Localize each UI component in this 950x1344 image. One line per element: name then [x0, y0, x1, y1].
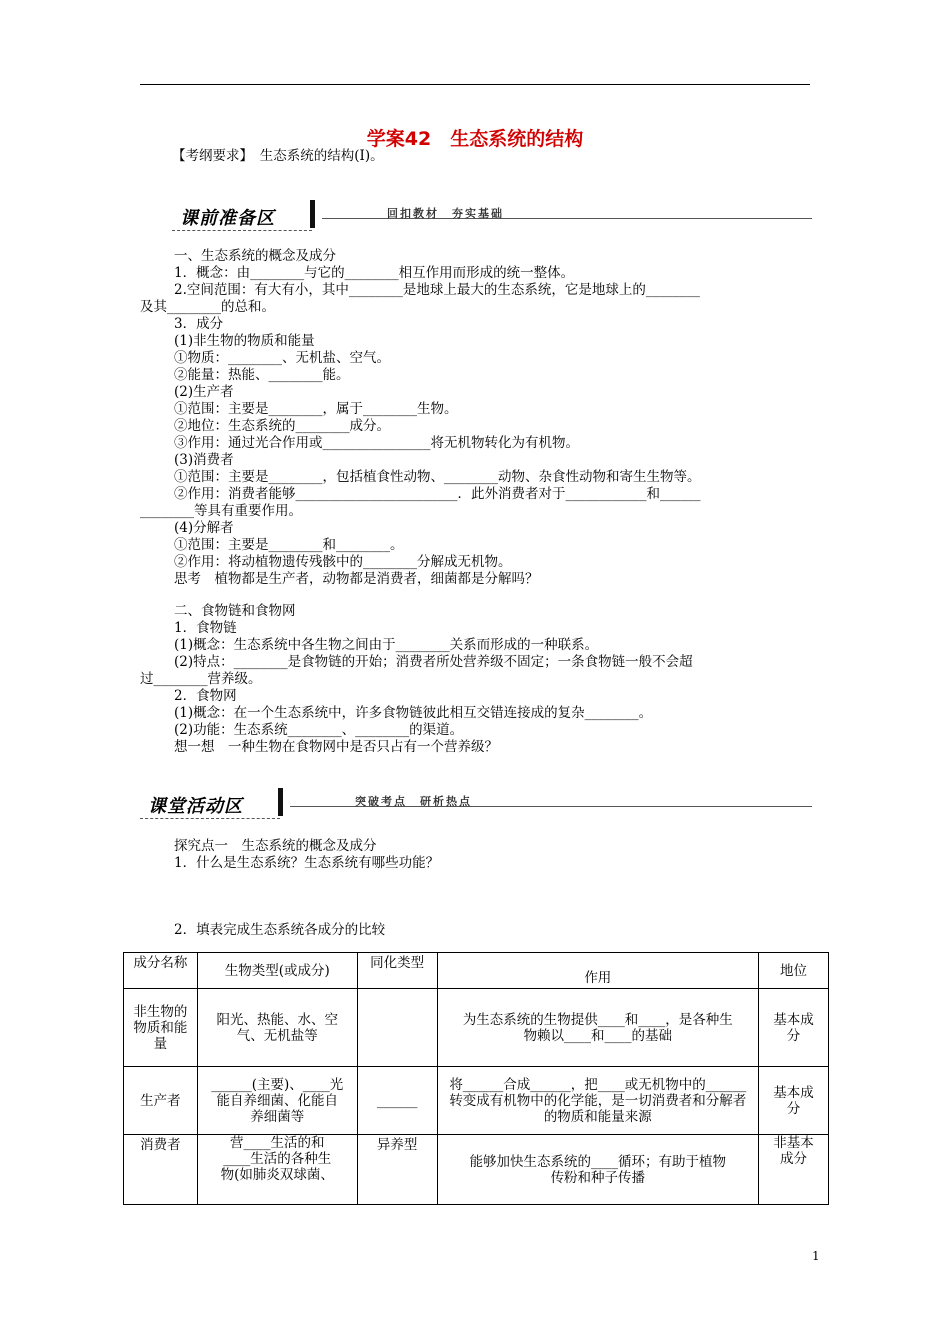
text-line: 1．食物链	[174, 620, 237, 636]
text-line: (2)功能：生态系统________、________的渠道。	[174, 722, 464, 738]
text-line: 1．概念：由________与它的________相互作用而形成的统一整体。	[174, 265, 575, 281]
section-banner-prep	[172, 198, 812, 234]
text-line: ________等具有重要作用。	[140, 503, 302, 519]
components-table	[123, 952, 829, 1205]
text-line: (4)分解者	[174, 520, 234, 536]
text-line: (1)概念：生态系统中各生物之间由于________关系而形成的一种联系。	[174, 637, 599, 653]
syllabus-requirement: 【考纲要求】 生态系统的结构(Ⅰ)。	[172, 148, 384, 164]
banner-title: 课堂活动区	[148, 796, 243, 817]
text-line: 1．什么是生态系统？生态系统有哪些功能？	[174, 855, 440, 871]
text-line: 3．成分	[174, 316, 224, 332]
table-cell: 阳光、热能、水、空气、无机盐等	[197, 989, 357, 1067]
banner-underline	[172, 230, 312, 231]
table-header: 同化类型	[357, 953, 437, 989]
text-line: 一、生态系统的概念及成分	[174, 248, 336, 264]
text-line: ②作用：将动植物遗传残骸中的________分解成无机物。	[174, 554, 512, 570]
text-line: ①范围：主要是________和________。	[174, 537, 404, 553]
text-line: ③作用：通过光合作用或________________将无机物转化为有机物。	[174, 435, 579, 451]
text-line: ②地位：生态系统的________成分。	[174, 418, 390, 434]
page-title: 学案42 生态系统的结构	[366, 128, 584, 150]
section-banner-class	[140, 786, 812, 822]
table-cell: 基本成分	[759, 1067, 829, 1135]
table-row	[124, 989, 829, 1067]
table-header: 生物类型(或成分)	[197, 953, 357, 989]
table-cell: 生产者	[124, 1067, 198, 1135]
table-cell: 基本成分	[759, 989, 829, 1067]
table-cell	[357, 989, 437, 1067]
table-header-row	[124, 953, 829, 989]
text-line: ①范围：主要是________，包括植食性动物、________动物、杂食性动物和寄生生物等。	[174, 469, 701, 485]
banner-bar	[310, 200, 315, 228]
text-line: (1)概念：在一个生态系统中，许多食物链彼此相互交错连接成的复杂________。	[174, 705, 653, 721]
text-line: (3)消费者	[174, 452, 234, 468]
banner-bar	[278, 788, 283, 816]
text-line: ②能量：热能、________能。	[174, 367, 350, 383]
table-cell: 异养型	[357, 1135, 437, 1205]
text-line: ①范围：主要是________，属于________生物。	[174, 401, 458, 417]
text-line: ①物质：________、无机盐、空气。	[174, 350, 390, 366]
table-cell: 为生态系统的生物提供____和____，是各种生物赖以____和____的基础	[437, 989, 758, 1067]
table-header: 地位	[759, 953, 829, 989]
text-line: 探究点一 生态系统的概念及成分	[174, 838, 377, 854]
text-line: 思考 植物都是生产者，动物都是消费者，细菌都是分解吗？	[174, 571, 539, 587]
banner-subtitle: 回扣教材 夯实基础	[387, 207, 504, 220]
text-line: 二、食物链和食物网	[174, 603, 296, 619]
table-cell: ______(主要)、____光能自养细菌、化能自养细菌等	[197, 1067, 357, 1135]
table-cell: 非基本成分	[759, 1135, 829, 1205]
text-line: 2．填表完成生态系统各成分的比较	[174, 922, 386, 938]
text-line: 及其________的总和。	[140, 299, 275, 315]
table-cell: 非生物的物质和能量	[124, 989, 198, 1067]
table-header: 作用	[437, 953, 758, 989]
table-cell: 将______合成______，把____或无机物中的______转变成有机物中的化学能，是一切消费者和分解者的物质和能量来源	[437, 1067, 758, 1135]
banner-title: 课前准备区	[180, 208, 275, 229]
text-line: 2．食物网	[174, 688, 237, 704]
table-row	[124, 1067, 829, 1135]
table-cell: 能够加快生态系统的____循环；有助于植物传粉和种子传播	[437, 1135, 758, 1205]
table-cell: 消费者	[124, 1135, 198, 1205]
table-cell: ______	[357, 1067, 437, 1135]
table-row	[124, 1135, 829, 1205]
text-line: 过________营养级。	[140, 671, 262, 687]
table-cell: 营____生活的和____生活的各种生物(如肺炎双球菌、	[197, 1135, 357, 1205]
banner-underline	[140, 818, 280, 819]
banner-subtitle: 突破考点 研析热点	[355, 795, 472, 808]
text-line: (2)生产者	[174, 384, 234, 400]
text-line: (1)非生物的物质和能量	[174, 333, 315, 349]
page-number: 1	[812, 1249, 820, 1263]
text-line: ②作用：消费者能够________________________．此外消费者对于____________和______	[174, 486, 701, 502]
table-header: 成分名称	[124, 953, 198, 989]
text-line: 想一想 一种生物在食物网中是否只占有一个营养级？	[174, 739, 498, 755]
header-rule	[140, 84, 810, 85]
text-line: (2)特点：________是食物链的开始；消费者所处营养级不固定；一条食物链一般不会超	[174, 654, 693, 670]
text-line: 2.空间范围：有大有小，其中________是地球上最大的生态系统，它是地球上的________	[174, 282, 700, 298]
